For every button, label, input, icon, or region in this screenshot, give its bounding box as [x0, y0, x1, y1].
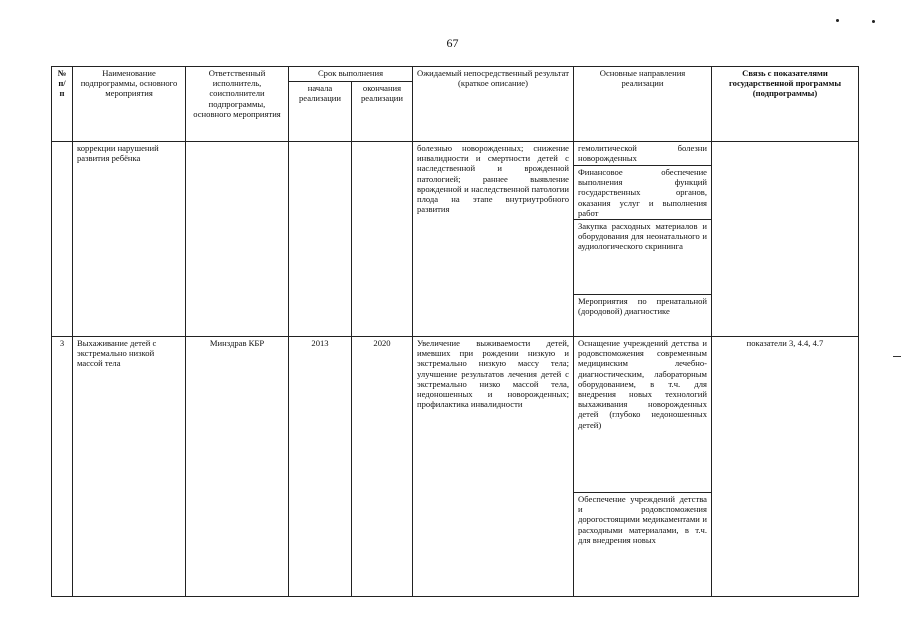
direction-item: Обеспечение учреждений детства и родовспоможения дорогостоящими медикаментами и расходными материалами, в т.ч. для внедрения новых — [578, 494, 707, 545]
cell-name: коррекции нарушений развития ребёнка — [73, 142, 186, 337]
direction-item: Мероприятия по пренатальной (дородовой) диагностике — [578, 296, 707, 317]
page-number: 67 — [446, 36, 459, 50]
cell-start: 2013 — [289, 337, 352, 597]
cell-directions — [574, 142, 712, 337]
col-start-header: начала реализации — [289, 82, 352, 142]
table-row — [52, 337, 859, 597]
cell-result: Увеличение выживаемости детей, имевших при рождении низкую и экстремально низкую массу тела; улучшение результатов лечения детей с экстремально низко массой тела, недоношенных и новорожденных; профилактика инвалидности — [413, 337, 574, 597]
direction-item: гемолитической болезни новорожденных — [574, 142, 711, 166]
col-result-header: Ожидаемый непосредственный результат (краткое описание) — [413, 67, 574, 142]
scan-mark — [893, 356, 901, 357]
direction-item: Закупка расходных материалов и оборудования для неонатального и аудиологического скрининга — [574, 220, 711, 295]
cell-result: болезнью новорожденных; снижение инвалидности и смертности детей с наследственной и врожденной патологией; раннее выявление врожденной и наследственной патологии плода на этапе внутриутробного развития — [413, 142, 574, 337]
scan-dot — [872, 20, 875, 23]
col-period-header: Срок выполнения — [289, 67, 413, 82]
cell-link: показатели 3, 4.4, 4.7 — [712, 337, 859, 597]
cell-end — [352, 142, 413, 337]
col-executor-header: Ответственный исполнитель, соисполнители подпрограммы, основного мероприятия — [186, 67, 289, 142]
table-row — [52, 142, 859, 337]
cell-num: 3 — [52, 337, 73, 597]
cell-directions — [574, 337, 712, 597]
scan-dot — [836, 19, 839, 22]
direction-item: Финансовое обеспечение выполнения функций государственных органов, оказания услуг и выполнения работ — [574, 166, 711, 220]
cell-num — [52, 142, 73, 337]
direction-item: Оснащение учреждений детства и родовспоможения современным медицинским лечебно-диагностическим, лабораторным оборудованием, в т.ч. для внедрения новых технологий выхаживания новорожденных детей (глубоко недоношенных детей) — [574, 337, 711, 493]
cell-start — [289, 142, 352, 337]
col-link-header: Связь с показателями государственной программы (подпрограммы) — [712, 67, 859, 142]
cell-end: 2020 — [352, 337, 413, 597]
header-row — [52, 67, 859, 82]
col-name-header: Наименование подпрограммы, основного мероприятия — [73, 67, 186, 142]
cell-executor: Минздрав КБР — [186, 337, 289, 597]
program-table — [51, 66, 859, 597]
cell-name: Выхаживание детей с экстремально низкой массой тела — [73, 337, 186, 597]
col-num-header: № п/п — [52, 67, 73, 142]
col-end-header: окончания реализации — [352, 82, 413, 142]
cell-link — [712, 142, 859, 337]
col-directions-header: Основные направления реализации — [574, 67, 712, 142]
cell-executor — [186, 142, 289, 337]
